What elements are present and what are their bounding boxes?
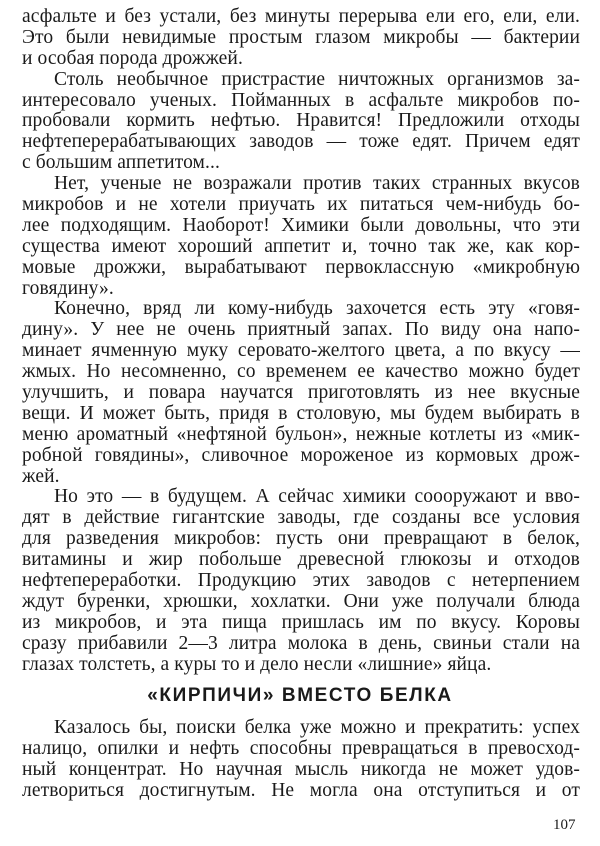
page-number: 107 — [553, 817, 576, 833]
text-line: пробовали кормить нефтью. Нравится! Предложили отходы — [22, 110, 580, 132]
text-line: меню ароматный «нефтяной бульон», нежные котлеты из «мик- — [22, 423, 580, 445]
text-line: мовые дрожжи, вырабатывают первоклассную «микробную — [22, 256, 580, 278]
text-line: витамины и жир побольше древесной глюкозы и отходов — [22, 549, 580, 571]
text-line: Но это — в будущем. А сейчас химики соооружают и вво- — [54, 486, 580, 508]
text-line: микробов и не хотели приучать их питаться чем-нибудь бо- — [22, 194, 580, 216]
text-line: дину». У нее не очень приятный запах. По виду она напо- — [22, 319, 580, 341]
text-line: сразу прибавили 2—3 литра молока в день, свиньи стали на — [22, 632, 580, 654]
text-line: жмых. Но несомненно, со временем ее качество можно будет — [22, 361, 580, 383]
text-line: ный концентрат. Но научная мысль никогда не может удов- — [22, 758, 580, 780]
text-line: Это были невидимые простым глазом микробы — бактерии — [22, 26, 580, 48]
body-text-section-2 — [22, 718, 580, 802]
text-line: интересовало ученых. Пойманных в асфальте микробов по- — [22, 89, 580, 111]
text-line: минает ячменную муку серовато-желтого цвета, а по вкусу — — [22, 340, 580, 362]
text-line: вещи. И может быть, придя в столовую, мы будем выбирать в — [22, 402, 580, 424]
text-line: ждут буренки, хрюшки, хохлатки. Они уже получали блюда — [22, 590, 580, 612]
text-line: нефтепереработки. Продукцию этих заводов с нетерпением — [22, 570, 580, 592]
text-line: говядину». — [22, 277, 114, 299]
section-heading: «КИРПИЧИ» ВМЕСТО БЕЛКА — [147, 685, 453, 706]
text-line: существа имеют хороший аппетит и, точно так же, как кор- — [22, 235, 580, 257]
text-line: глазах толстеть, а куры то и дело несли «лишние» яйца. — [22, 653, 492, 675]
text-line: и особая порода дрожжей. — [22, 47, 243, 69]
text-line: улучшить, и повара научатся приготовлять из нее вкусные — [22, 382, 580, 404]
text-line: Казалось бы, поиски белка уже можно и прекратить: успех — [54, 717, 580, 738]
text-line: лее подходящим. Наоборот! Химики были довольны, что эти — [22, 214, 580, 236]
text-line: дят в действие гигантские заводы, где созданы все условия — [22, 507, 580, 529]
body-text-section-1 — [22, 7, 580, 676]
text-line: летвориться достигнутым. Не могла она отступиться и от — [22, 779, 580, 801]
text-line: для разведения микробов: пусть они превращают в белок, — [22, 528, 580, 550]
text-line: Конечно, вряд ли кому-нибудь захочется есть эту «говя- — [54, 298, 580, 320]
text-line: с большим аппетитом... — [22, 152, 220, 174]
text-line: налицо, опилки и нефть способны превращаться в превосход- — [22, 737, 580, 759]
text-line: из микробов, и эта пища пришлась им по вкусу. Коровы — [22, 611, 580, 633]
text-line: жей. — [22, 465, 60, 487]
text-line: асфальте и без устали, без минуты перерыва ели его, ели, ели. — [22, 6, 580, 27]
text-line: нефтеперерабатывающих заводов — тоже едят. Причем едят — [22, 131, 580, 153]
text-line: Столь необычное пристрастие ничтожных организмов за- — [54, 68, 580, 90]
text-line: робной говядины», сливочное мороженое из кормовых дрож- — [22, 444, 580, 466]
text-line: Нет, ученые не возражали против таких странных вкусов — [54, 173, 580, 195]
